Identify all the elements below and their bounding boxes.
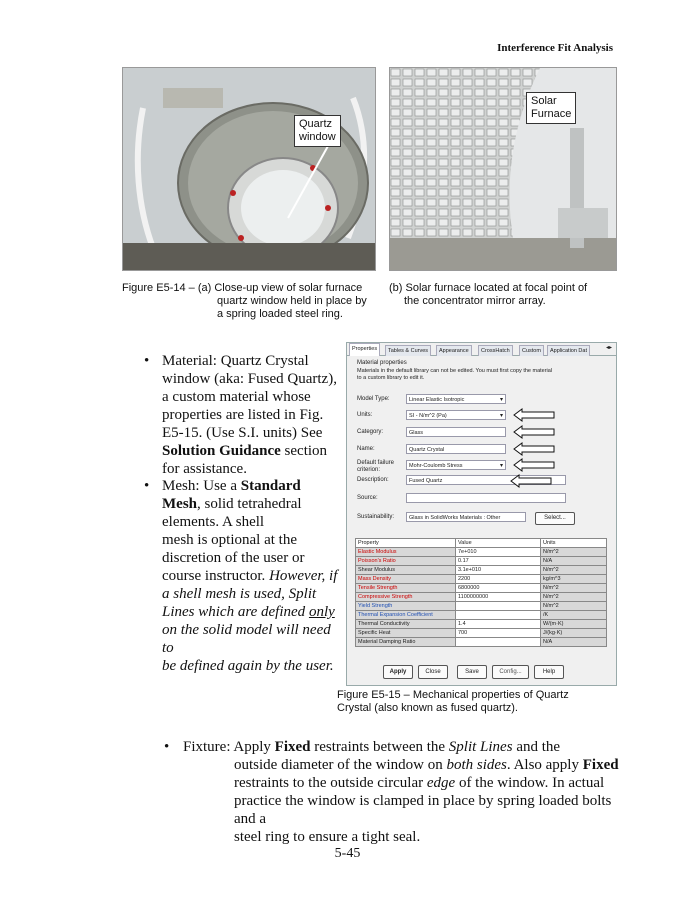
units-cell: N/A [541, 557, 607, 566]
tab-tables-curves[interactable]: Tables & Curves [385, 345, 431, 356]
caption-line: Figure E5-14 – (a) Close-up view of solar furnace [122, 282, 363, 294]
bold-text: Standard [240, 478, 301, 494]
units-cell: kg/m^3 [541, 575, 607, 584]
text-span: restraints to the outside circular [234, 775, 427, 791]
value-cell[interactable] [456, 611, 541, 620]
table-row[interactable] [356, 557, 607, 566]
text-line [162, 477, 344, 495]
text-line [162, 567, 344, 585]
table-row[interactable] [356, 575, 607, 584]
italic-text: Lines which are defined [162, 604, 309, 620]
sustainability-label: Sustainability: [357, 514, 395, 520]
material-paragraph [162, 352, 342, 478]
caption-line: Crystal (also known as fused quartz). [337, 702, 518, 714]
category-field[interactable]: Glass [406, 427, 506, 437]
table-row[interactable] [356, 593, 607, 602]
mirror-array-illustration [390, 68, 616, 270]
text-line: E5-15. (Use S.I. units) See [162, 425, 323, 441]
caption-line: quartz window held in place by [217, 295, 367, 307]
tab-properties[interactable]: Properties [349, 343, 380, 356]
table-header: Property [356, 539, 456, 548]
table-row[interactable] [356, 566, 607, 575]
table-row[interactable] [356, 602, 607, 611]
bullet-dot: • [164, 739, 170, 755]
tab-custom[interactable]: Custom [519, 345, 544, 356]
tab-appearance[interactable]: Appearance [436, 345, 472, 356]
property-cell: Material Damping Ratio [356, 638, 456, 647]
tab-application-data[interactable]: Application Dat [547, 345, 590, 356]
caption-line: Figure E5-15 – Mechanical properties of Quartz [337, 689, 569, 701]
left-arrow-icon [512, 425, 556, 439]
text-line [162, 585, 344, 603]
table-row[interactable] [356, 620, 607, 629]
table-header: Units [541, 539, 607, 548]
text-line: mesh is optional at the [162, 532, 297, 548]
text-span: section [280, 443, 328, 459]
property-cell: Tensile Strength [356, 584, 456, 593]
text-line [183, 756, 623, 774]
text-span: restraints between the [310, 739, 449, 755]
text-line: window (aka: Fused Quartz), [162, 371, 337, 387]
bold-text: Fixed [274, 739, 311, 755]
property-cell: Thermal Expansion Coefficient [356, 611, 456, 620]
note-line: to a custom library to edit it. [357, 375, 425, 381]
config-button[interactable]: Config... [492, 665, 529, 679]
tab-scroll-icon[interactable]: ◂▸ [606, 345, 613, 351]
value-cell[interactable] [456, 602, 541, 611]
units-cell: W/(m·K) [541, 620, 607, 629]
italic-text: a shell mesh is used, Split [162, 586, 317, 602]
callout-solar-furnace [526, 92, 576, 124]
text-span: . Also apply [506, 757, 583, 773]
apply-button[interactable]: Apply [383, 665, 413, 679]
caption-line: the concentrator mirror array. [404, 295, 546, 307]
value-cell[interactable]: 700 [456, 629, 541, 638]
mesh-paragraph [162, 477, 344, 675]
callout-line: Quartz [299, 118, 333, 130]
text-line: Material: Quartz Crystal [162, 353, 309, 369]
left-arrow-icon [512, 408, 556, 422]
italic-text: on the solid model will need to [162, 622, 331, 656]
table-row[interactable] [356, 584, 607, 593]
text-line: steel ring to ensure a tight seal. [234, 829, 421, 845]
property-cell: Specific Heat [356, 629, 456, 638]
failure-criterion-select[interactable]: Mohr-Coulomb Stress ▾ [406, 460, 506, 470]
tab-crosshatch[interactable]: CrossHatch [478, 345, 513, 356]
property-cell: Thermal Conductivity [356, 620, 456, 629]
italic-text: However, if [269, 568, 338, 584]
left-arrow-icon [512, 458, 556, 472]
select-button[interactable]: Select... [535, 512, 575, 525]
bullet-dot: • [144, 478, 150, 494]
dialog-tab-bar [347, 343, 616, 356]
text-span: outside diameter of the window on [234, 757, 447, 773]
value-cell[interactable] [456, 638, 541, 647]
model-type-label: Model Type: [357, 396, 390, 402]
text-line [162, 603, 344, 621]
property-cell: Shear Modulus [356, 566, 456, 575]
material-properties-table [355, 538, 607, 647]
italic-text: edge [426, 775, 456, 791]
bold-text: Mesh [162, 496, 197, 512]
property-cell: Yield Strength [356, 602, 456, 611]
description-field[interactable]: Fused Quartz [406, 475, 566, 485]
fixture-paragraph [183, 738, 623, 846]
callout-quartz-window [294, 115, 341, 147]
units-cell: /K [541, 611, 607, 620]
text-span: course instructor. [162, 568, 270, 584]
underlined-italic-text: only [308, 604, 335, 620]
units-cell: N/m^2 [541, 584, 607, 593]
text-line: a custom material whose [162, 389, 311, 405]
table-row[interactable] [356, 548, 607, 557]
help-button[interactable]: Help [534, 665, 564, 679]
label-line: criterion: [357, 467, 381, 473]
note-line: Materials in the default library can not be edited. You must first copy the material [357, 368, 553, 374]
edit-note [357, 368, 612, 382]
name-field[interactable]: Quartz Crystal [406, 444, 506, 454]
sustainability-field: Glass in SolidWorks Materials : Other [406, 512, 526, 522]
text-line [162, 621, 344, 657]
table-header: Value [456, 539, 541, 548]
caption-line: a spring loaded steel ring. [217, 308, 343, 320]
units-cell: N/m^2 [541, 593, 607, 602]
figure-e5-14-caption-a [122, 282, 384, 321]
units-cell: N/m^2 [541, 548, 607, 557]
units-select[interactable]: SI - N/m^2 (Pa) ▾ [406, 410, 506, 420]
units-cell: N/m^2 [541, 566, 607, 575]
text-line: properties are listed in Fig. [162, 407, 324, 423]
caption-line: (b) Solar furnace located at focal point of [389, 282, 588, 294]
source-label: Source: [357, 495, 378, 501]
text-span: Mesh: Use a [162, 478, 241, 494]
left-arrow-icon [509, 474, 553, 488]
bullet-dot: • [144, 353, 150, 369]
text-span: of the window. In actual [455, 775, 605, 791]
figure-e5-15-caption [337, 689, 607, 715]
text-line: elements. A shell [162, 514, 265, 530]
running-header: Interference Fit Analysis [497, 42, 613, 54]
text-line: discretion of the user or [162, 550, 305, 566]
bold-text: Fixed [582, 757, 619, 773]
failure-label [357, 460, 394, 474]
value-cell[interactable]: 6800000 [456, 584, 541, 593]
description-label: Description: [357, 477, 389, 483]
label-line: Default failure [357, 460, 395, 466]
units-cell: N/A [541, 638, 607, 647]
value-cell[interactable]: 0.17 [456, 557, 541, 566]
property-cell: Elastic Modulus [356, 548, 456, 557]
value-cell[interactable]: 1100000000 [456, 593, 541, 602]
table-row[interactable] [356, 629, 607, 638]
figure-e5-14-caption-b [389, 282, 615, 308]
section-title: Material properties [357, 360, 407, 366]
value-cell[interactable]: 7e+010 [456, 548, 541, 557]
name-label: Name: [357, 446, 375, 452]
units-cell: J/(kg·K) [541, 629, 607, 638]
photo-solar-furnace-closeup [122, 67, 376, 271]
text-line [162, 495, 344, 513]
material-properties-dialog [346, 342, 617, 686]
text-line: practice the window is clamped in place by spring loaded bolts and a [234, 793, 612, 827]
text-line [162, 442, 342, 460]
units-label: Units: [357, 412, 373, 418]
property-cell: Compressive Strength [356, 593, 456, 602]
callout-line: Solar [531, 95, 557, 107]
text-span: Fixture: Apply [183, 739, 275, 755]
callout-line: window [299, 131, 336, 143]
property-cell: Mass Density [356, 575, 456, 584]
text-span: and the [512, 739, 561, 755]
page-number: 5-45 [334, 846, 361, 861]
text-line [162, 657, 344, 675]
text-line: for assistance. [162, 461, 247, 477]
italic-text: Split Lines [448, 739, 513, 755]
close-button[interactable]: Close [418, 665, 448, 679]
text-span: , solid tetrahedral [197, 496, 302, 512]
value-cell[interactable]: 1.4 [456, 620, 541, 629]
source-field[interactable] [406, 493, 566, 503]
italic-text: both sides [446, 757, 507, 773]
table-row[interactable] [356, 611, 607, 620]
bold-text: Solution Guidance [162, 443, 281, 459]
property-cell: Poisson's Ratio [356, 557, 456, 566]
value-cell[interactable]: 2200 [456, 575, 541, 584]
left-arrow-icon [512, 442, 556, 456]
photo-solar-furnace-mirror-array [389, 67, 617, 271]
value-cell[interactable]: 3.1e+010 [456, 566, 541, 575]
category-label: Category: [357, 429, 384, 435]
table-row[interactable] [356, 638, 607, 647]
save-button[interactable]: Save [457, 665, 487, 679]
units-cell: N/m^2 [541, 602, 607, 611]
model-type-select[interactable]: Linear Elastic Isotropic ▾ [406, 394, 506, 404]
furnace-illustration [123, 68, 375, 270]
italic-text: be defined again by the user. [162, 658, 334, 674]
callout-line: Furnace [531, 108, 572, 120]
text-line [183, 774, 623, 792]
text-line [183, 738, 623, 756]
